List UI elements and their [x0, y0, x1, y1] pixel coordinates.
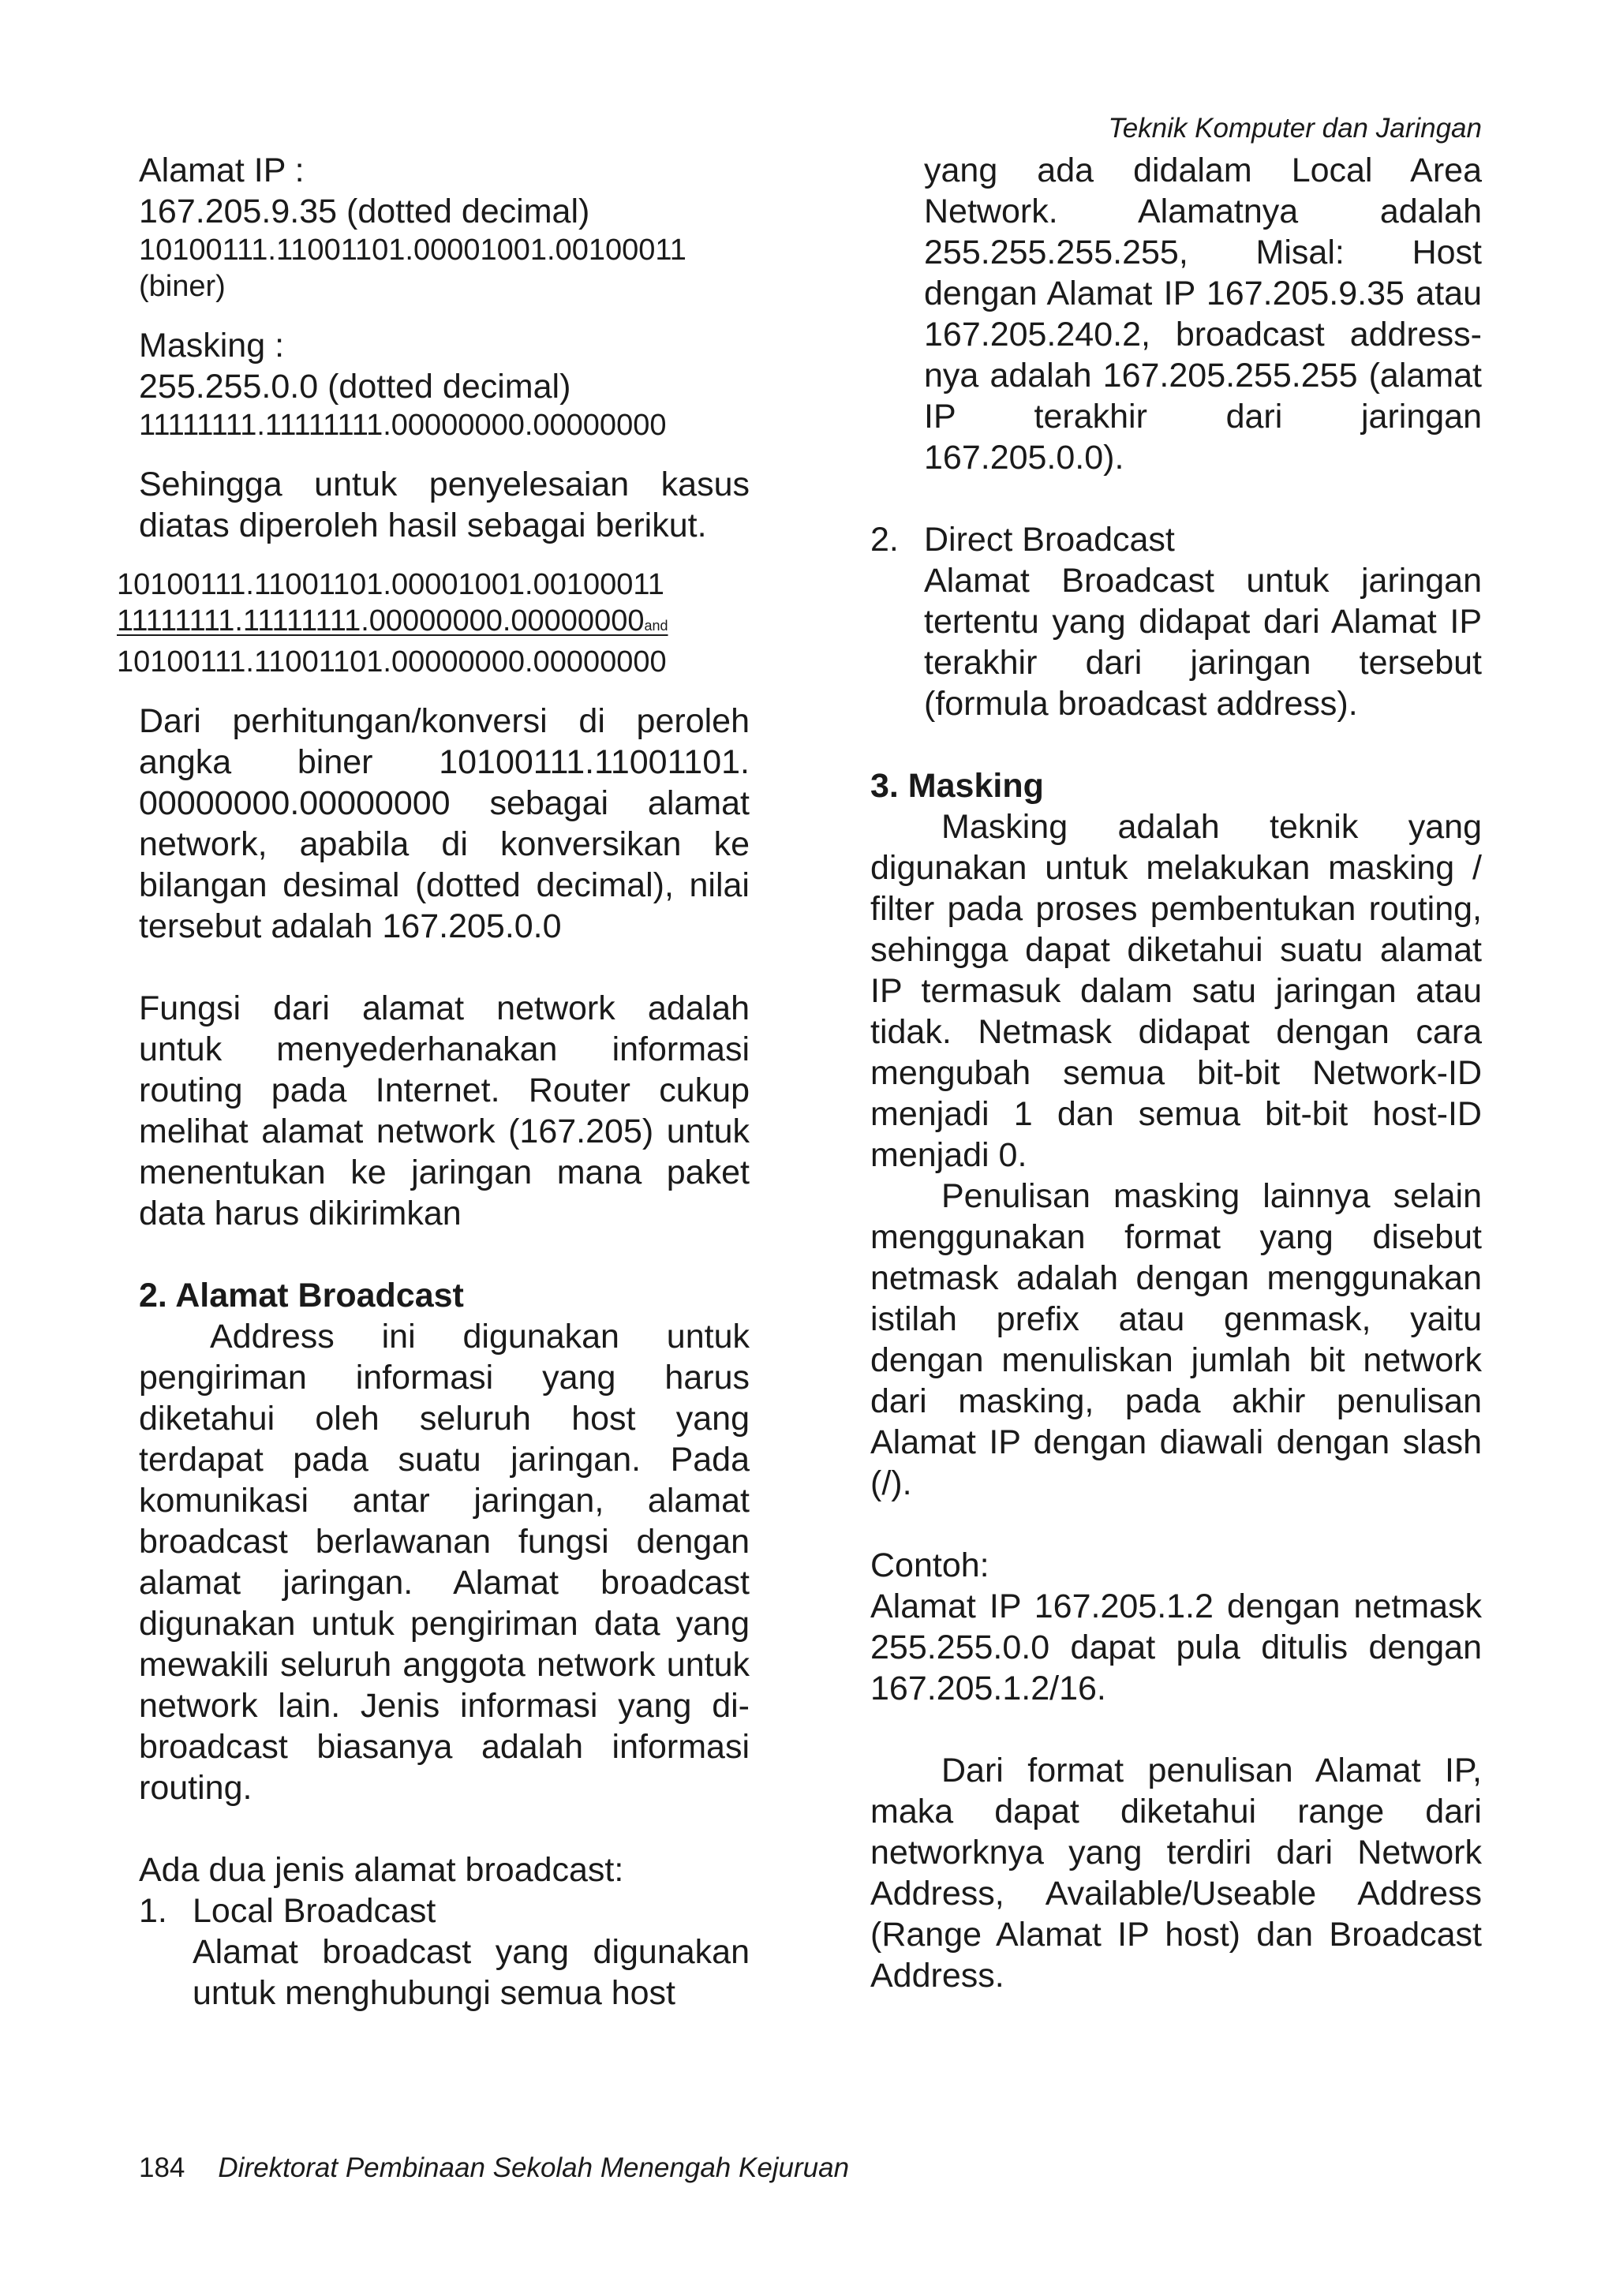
mask-binary: 11111111.11111111.00000000.00000000 — [139, 409, 667, 442]
example-label: Contoh: — [870, 1546, 989, 1584]
mask-dotted: 255.255.0.0 (dotted decimal) — [139, 368, 571, 406]
example-text: Alamat IP 167.205.1.2 dengan netmask 255.255.0.0 dapat pula ditulis dengan 167.205.1.2/16. — [870, 1587, 1482, 1707]
list-number: 2. — [870, 521, 899, 559]
range-paragraph: Dari format penulisan Alamat IP, maka dapat diketahui range dari networknya yang terdiri dari Network Address, Available/Useable Address (Range Alamat IP host) dan Broadcast Address. — [870, 1752, 1482, 1995]
publisher-name: Direktorat Pembinaan Sekolah Menengah Kejuruan — [218, 2152, 850, 2183]
heading-masking: 3. Masking — [870, 767, 1044, 805]
calc-line-ip: 10100111.11001101.00001001.00100011 — [117, 568, 664, 601]
list-item-local-broadcast — [139, 1890, 750, 2014]
list-item-text: Alamat broadcast yang digunakan untuk menghubungi semua host — [193, 1933, 750, 2012]
list-number: 1. — [139, 1892, 167, 1930]
page-number: 184 — [139, 2152, 185, 2183]
masking-paragraph-2: Penulisan masking lainnya selain menggunakan format yang disebut netmask adalah dengan menggunakan istilah prefix atau genmask, yaitu dengan menuliskan jumlah bit network dari masking, pada akhir penulisan Alamat IP dengan diawali dengan slash (/). — [870, 1177, 1482, 1502]
list-item-title: Local Broadcast — [193, 1892, 436, 1930]
masking-paragraph-1: Masking adalah teknik yang digunakan untuk melakukan masking / filter pada proses pembentukan routing, sehingga dapat diketahui suatu alamat IP termasuk dalam satu jaringan atau tidak. Netmask didapat dengan cara mengubah semua bit-bit Network-ID menjadi 1 dan semua bit-bit host-ID menjadi 0. — [870, 808, 1482, 1174]
calc-operator: and — [644, 618, 668, 634]
list-item-title: Direct Broadcast — [924, 521, 1175, 559]
result-paragraph: Dari perhitungan/konversi di peroleh angka biner 10100111.11001101. 00000000.00000000 sebagai alamat network, apabila di konversikan ke bilangan desimal (dotted decimal), nilai tersebut adalah 167.205.0.0 — [139, 702, 750, 945]
calc-line-mask — [117, 603, 756, 644]
and-calculation — [117, 567, 756, 680]
list-item-text: Alamat Broadcast untuk jaringan tertentu yang didapat dari Alamat IP terakhir dari jaringan tersebut (formula broadcast address). — [924, 562, 1482, 723]
left-column — [117, 150, 750, 2014]
heading-broadcast: 2. Alamat Broadcast — [139, 1277, 464, 1314]
list-item-local-broadcast-continued — [870, 150, 1482, 478]
ip-label: Alamat IP : — [139, 151, 305, 189]
right-column — [870, 150, 1482, 1996]
ip-binary-note: (biner) — [139, 270, 226, 303]
ip-dotted: 167.205.9.35 (dotted decimal) — [139, 193, 590, 230]
calc-line-result: 10100111.11001101.00000000.00000000 — [117, 645, 667, 679]
list-item-direct-broadcast — [870, 519, 1482, 724]
list-item-continued-text: yang ada didalam Local Area Network. Alamatnya adalah 255.255.255.255, Misal: Host dengan Alamat IP 167.205.9.35 atau 167.205.240.2, broadcast address-nya adalah 167.205.255.255 (alamat IP terakhir dari jaringan 167.205.0.0). — [924, 151, 1482, 477]
mask-label: Masking : — [139, 327, 285, 365]
running-header: Teknik Komputer dan Jaringan — [1108, 113, 1482, 144]
broadcast-paragraph: Address ini digunakan untuk pengiriman informasi yang harus diketahui oleh seluruh host yang terdapat pada suatu jaringan. Pada komunikasi antar jaringan, alamat broadcast berlawanan fungsi dengan alamat jaringan. Alamat broadcast digunakan untuk pengiriman data yang mewakili seluruh anggota network untuk network lain. Jenis informasi yang di-broadcast biasanya adalah informasi routing. — [139, 1318, 750, 1807]
function-paragraph: Fungsi dari alamat network adalah untuk menyederhanakan informasi routing pada Internet. Router cukup melihat alamat network (167.205) untuk menentukan ke jaringan mana paket data harus dikirimkan — [139, 989, 750, 1232]
page-footer — [139, 2154, 849, 2182]
calc-mask-value: 11111111.11111111.00000000.00000000 — [117, 604, 645, 638]
intro-paragraph: Sehingga untuk penyelesaian kasus diatas diperoleh hasil sebagai berikut. — [139, 466, 750, 544]
ip-binary: 10100111.11001101.00001001.00100011 — [139, 234, 686, 267]
broadcast-types-intro: Ada dua jenis alamat broadcast: — [139, 1851, 624, 1889]
